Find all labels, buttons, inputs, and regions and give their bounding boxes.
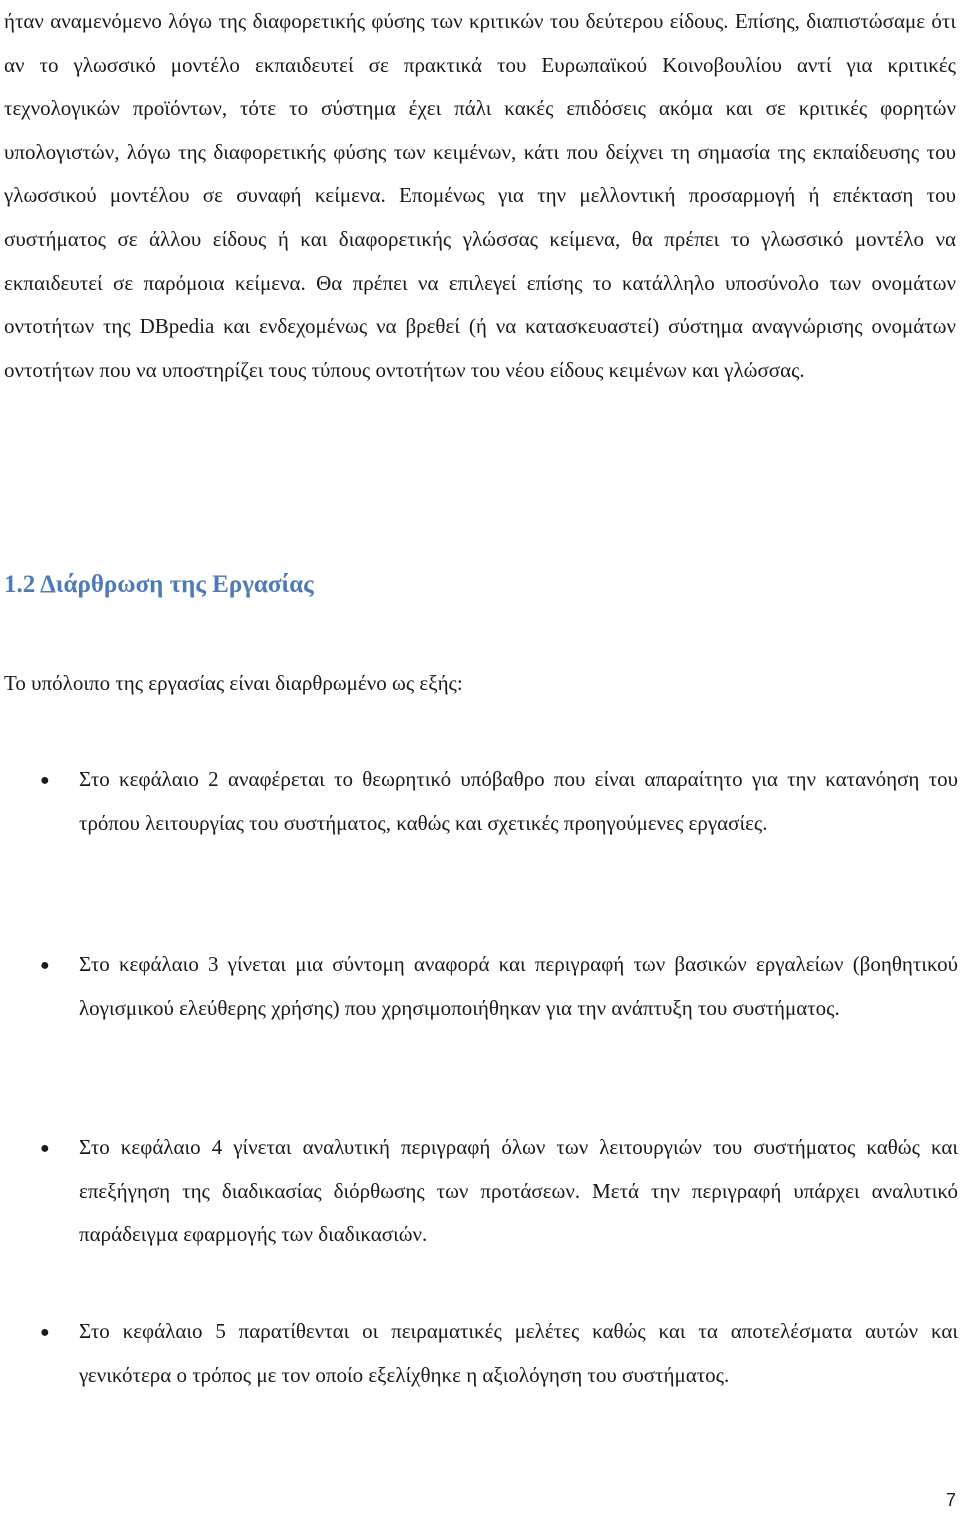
list-item-text: Στο κεφάλαιο 4 γίνεται αναλυτική περιγραφή όλων των λειτουργιών του συστήματος καθώς και επεξήγηση της διαδικασίας διόρθωσης των προτάσεων. Μετά την περιγραφή υπάρχει αναλυτικό παράδειγμα εφαρμογής των διαδικασιών. <box>79 1135 958 1247</box>
list-item-text: Στο κεφάλαιο 3 γίνεται μια σύντομη αναφορά και περιγραφή των βασικών εργαλείων (βοηθητικού λογισμικού ελεύθερης χρήσης) που χρησιμοποιήθηκαν για την ανάπτυξη του συστήματος. <box>79 952 958 1020</box>
section-title: Διάρθρωση της Εργασίας <box>40 571 314 598</box>
section-number: 1.2 <box>4 571 36 598</box>
bullet-icon: ● <box>40 1140 50 1157</box>
bullet-icon: ● <box>40 957 50 974</box>
bullet-icon: ● <box>40 1324 50 1341</box>
bullet-icon: ● <box>40 772 50 789</box>
list-item-text: Στο κεφάλαιο 2 αναφέρεται το θεωρητικό υπόβαθρο που είναι απαραίτητο για την κατανόηση του τρόπου λειτουργίας του συστήματος, καθώς και σχετικές προηγούμενες εργασίες. <box>79 767 958 835</box>
intro-paragraph: ήταν αναμενόμενο λόγω της διαφορετικής φύσης των κριτικών του δεύτερου είδους. Επίσης, διαπιστώσαμε ότι αν το γλωσσικό μοντέλο εκπαιδευτεί σε πρακτικά του Ευρωπαϊκού Κοινοβουλίου αντί για κριτικές τεχνολογικών προϊόντων, τότε το σύστημα έχει πάλι κακές επιδόσεις ακόμα και σε κριτικές φορητών υπολογιστών, λόγω της διαφορετικής φύσης των κειμένων, κάτι που δείχνει τη σημασία της εκπαίδευσης του γλωσσικού μοντέλου σε συναφή κείμενα. Επομένως για την μελλοντική προσαρμογή ή επέκταση του συστήματος σε άλλου είδους ή και διαφορετικής γλώσσας κείμενα, θα πρέπει το γλωσσικό μοντέλο να εκπαιδευτεί σε παρόμοια κείμενα. Θα πρέπει να επιλεγεί επίσης το κατάλληλο υποσύνολο των ονομάτων οντοτήτων της DBpedia και ενδεχομένως να βρεθεί (ή να κατασκευαστεί) σύστημα αναγνώρισης ονομάτων οντοτήτων που να υποστηρίζει τους τύπους οντοτήτων του νέου είδους κειμένων και γλώσσας. <box>4 9 956 382</box>
page-number: 7 <box>945 1490 956 1510</box>
lead-sentence: Το υπόλοιπο της εργασίας είναι διαρθρωμένο ως εξής: <box>4 671 463 695</box>
section-heading <box>4 563 314 607</box>
list-item-text: Στο κεφάλαιο 5 παρατίθενται οι πειραματικές μελέτες καθώς και τα αποτελέσματα αυτών και γενικότερα ο τρόπος με τον οποίο εξελίχθηκε η αξιολόγηση του συστήματος. <box>79 1319 958 1387</box>
